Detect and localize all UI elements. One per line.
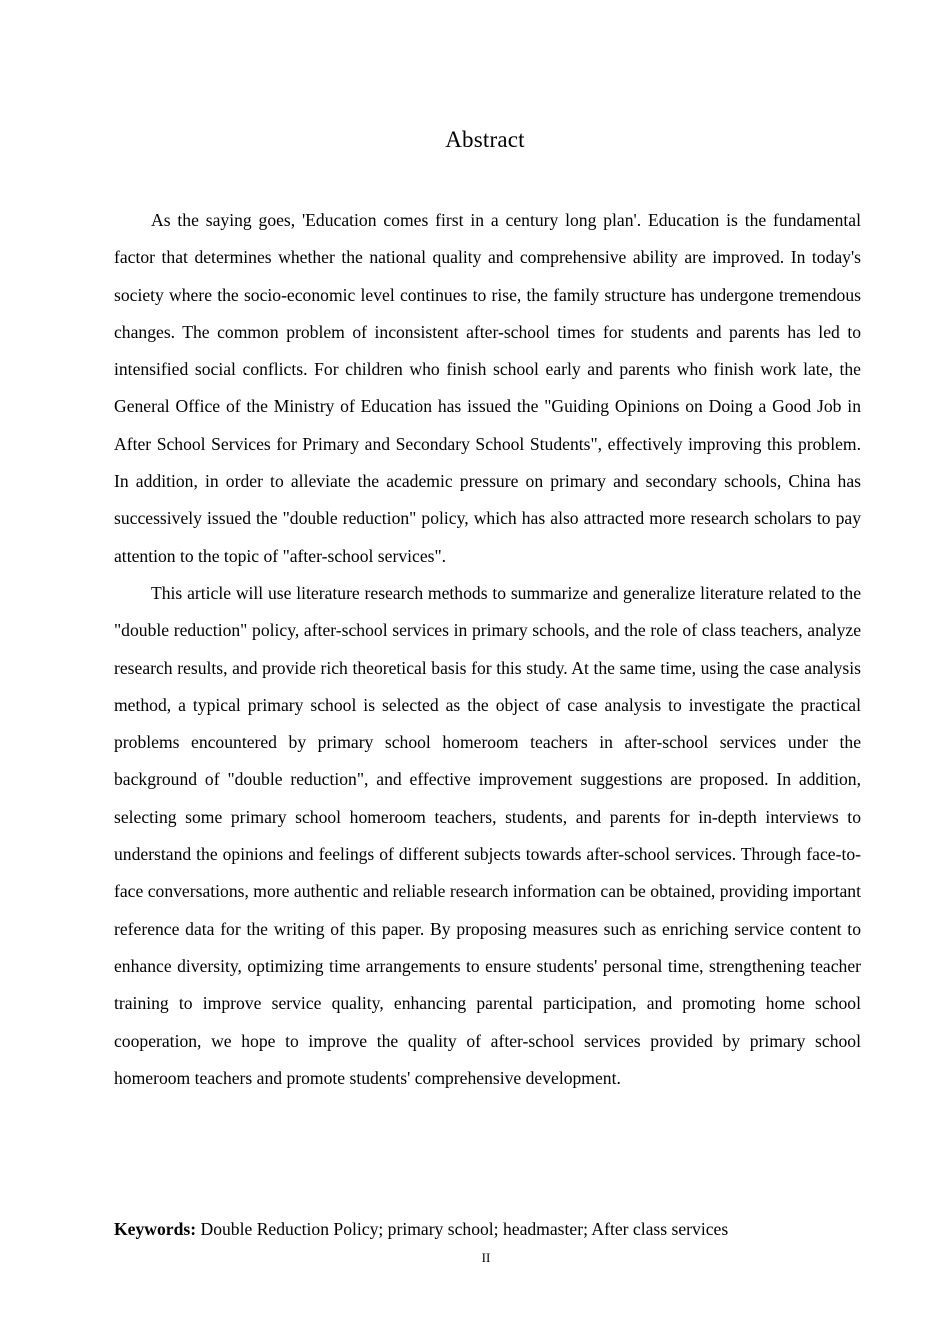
abstract-paragraph-1: As the saying goes, 'Education comes first in a century long plan'. Education is the fundamental factor that determines whether the national quality and comprehensive ability are improved. In today's society where the socio-economic level continues to rise, the family structure has undergone tremendous changes. The common problem of inconsistent after-school times for students and parents has led to intensified social conflicts. For children who finish school early and parents who finish work late, the General Office of the Ministry of Education has issued the "Guiding Opinions on Doing a Good Job in After School Services for Primary and Secondary School Students", effectively improving this problem. In addition, in order to alleviate the academic pressure on primary and secondary schools, China has successively issued the "double reduction" policy, which has also attracted more research scholars to pay attention to the topic of "after-school services". (114, 210, 861, 566)
keywords-label: Keywords: (114, 1219, 197, 1239)
abstract-paragraph-2: This article will use literature research methods to summarize and generalize literature related to the "double reduction" policy, after-school services in primary schools, and the role of class teachers, analyze research results, and provide rich theoretical basis for this study. At the same time, using the case analysis method, a typical primary school is selected as the object of case analysis to investigate the practical problems encountered by primary school homeroom teachers in after-school services under the background of "double reduction", and effective improvement suggestions are proposed. In addition, selecting some primary school homeroom teachers, students, and parents for in-depth interviews to understand the opinions and feelings of different subjects towards after-school services. Through face-to-face conversations, more authentic and reliable research information can be obtained, providing important reference data for the writing of this paper. By proposing measures such as enriching service content to enhance diversity, optimizing time arrangements to ensure students' personal time, strengthening teacher training to improve service quality, enhancing parental participation, and promoting home school cooperation, we hope to improve the quality of after-school services provided by primary school homeroom teachers and promote students' comprehensive development. (114, 582, 861, 1088)
abstract-body (114, 202, 861, 1097)
abstract-title: Abstract (445, 127, 525, 152)
page-number: II (481, 1250, 491, 1265)
keywords-line (114, 1216, 874, 1242)
keywords-text: Double Reduction Policy; primary school; headmaster; After class services (200, 1219, 729, 1239)
